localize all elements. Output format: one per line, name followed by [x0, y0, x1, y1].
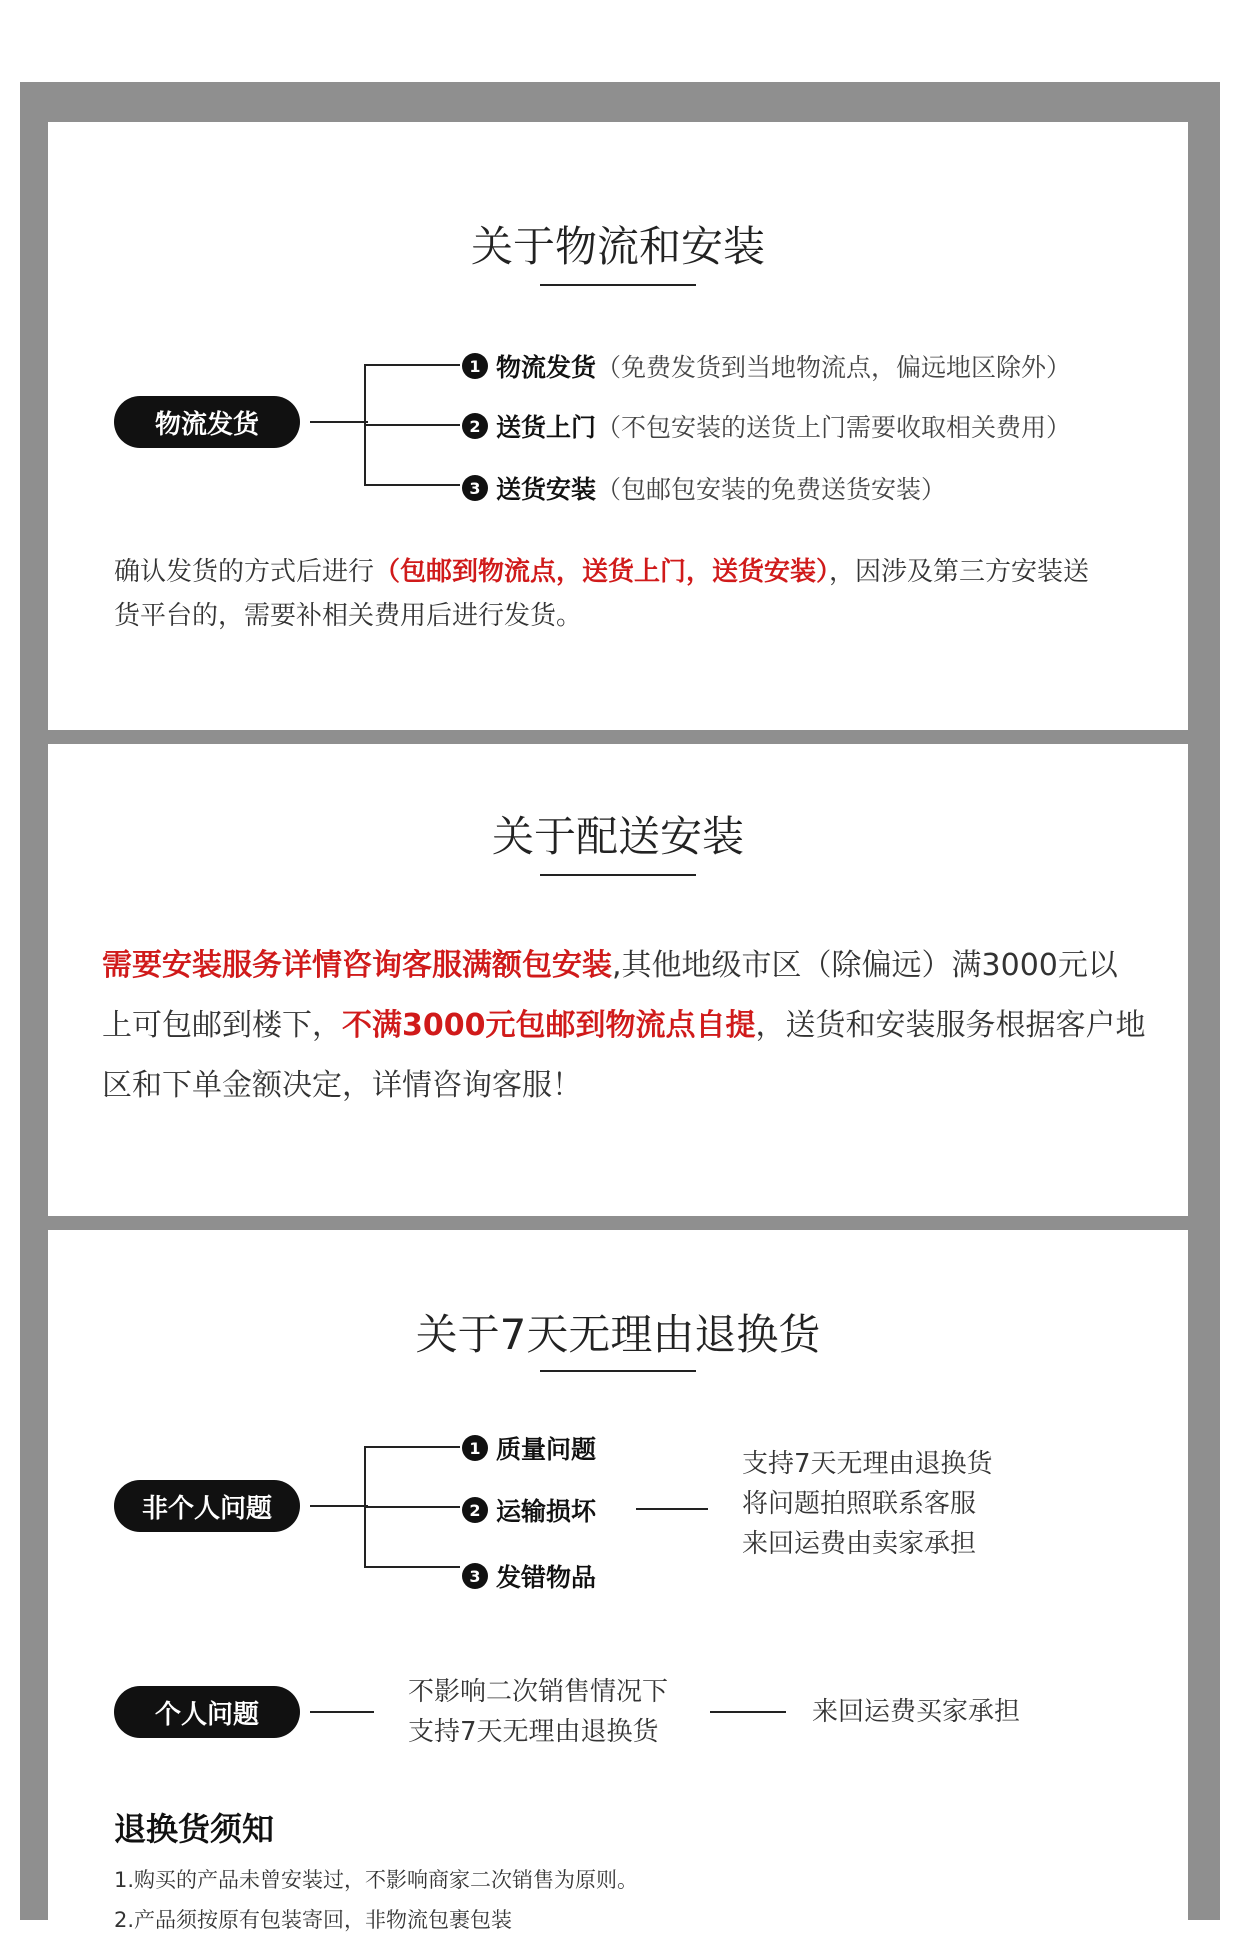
para-highlight-1: 需要安装服务详情咨询客服满额包安装 [102, 948, 612, 983]
connector-personal-2 [710, 1711, 786, 1713]
connector-to-policy [636, 1508, 708, 1510]
non-personal-policy [742, 1444, 993, 1564]
connector-branch-1 [364, 1446, 460, 1448]
number-badge: 1 [462, 353, 488, 379]
para-text-2: ，送货和安装服务根据客户地区和下单金额决定，详情咨询客服！ [102, 1008, 1146, 1103]
policy-line: 支持7天无理由退换货 [742, 1449, 993, 1479]
issue-label: 运输损坏 [496, 1497, 597, 1526]
panel-delivery-install [48, 744, 1188, 1216]
number-badge: 2 [462, 1497, 488, 1523]
condition-line: 支持7天无理由退换货 [408, 1717, 659, 1747]
panel-returns [48, 1230, 1188, 1932]
title-underline [540, 284, 696, 286]
issue-label: 发错物品 [496, 1563, 597, 1592]
policy-line: 来回运费由卖家承担 [742, 1529, 977, 1559]
number-badge: 1 [462, 1435, 488, 1461]
title-underline [540, 874, 696, 876]
issue-item [462, 1430, 596, 1466]
policy-line: 将问题拍照联系客服 [742, 1489, 977, 1519]
number-badge: 3 [462, 1563, 488, 1589]
connector-branch-2 [364, 1506, 460, 1508]
logistics-paragraph [114, 550, 1114, 638]
option-note: （不包安装的送货上门需要收取相关费用） [596, 413, 1072, 442]
connector-personal-1 [310, 1711, 374, 1713]
number-badge: 3 [462, 475, 488, 501]
para-text-start: 确认发货的方式后进行 [114, 557, 375, 587]
pill-logistics-delivery: 物流发货 [114, 396, 300, 448]
notice-rule: 2.产品须按原有包装寄回，非物流包裹包装 [114, 1908, 513, 1932]
connector-horizontal [310, 1505, 368, 1507]
option-label: 送货安装 [496, 475, 597, 504]
para-text-1: ,其他地级市区（除偏远）满3000元以上可包邮到楼下， [102, 948, 1118, 1043]
connector-branch-3 [364, 484, 460, 486]
connector-branch-3 [364, 1566, 460, 1568]
option-note: （免费发货到当地物流点，偏远地区除外） [596, 353, 1072, 382]
para-highlight-2: 不满3000元包邮到物流点自提 [342, 1008, 756, 1043]
delivery-paragraph [102, 936, 1146, 1116]
panel-logistics [48, 122, 1188, 730]
issue-item [462, 1492, 596, 1528]
option-label: 物流发货 [496, 353, 597, 382]
section-title-delivery: 关于配送安装 [491, 812, 744, 861]
title-underline [540, 1370, 696, 1372]
pill-personal: 个人问题 [114, 1686, 300, 1738]
number-badge: 2 [462, 413, 488, 439]
pill-non-personal: 非个人问题 [114, 1480, 300, 1532]
option-item [462, 408, 1071, 444]
personal-policy: 来回运费买家承担 [812, 1697, 1021, 1727]
connector-branch-1 [364, 364, 460, 366]
option-item [462, 348, 1071, 384]
return-notice-title: 退换货须知 [114, 1810, 275, 1848]
connector-branch-2 [364, 424, 460, 426]
para-highlight: （包邮到物流点，送货上门，送货安装） [374, 557, 830, 587]
connector-horizontal [310, 421, 368, 423]
personal-condition [408, 1672, 668, 1752]
option-item [462, 470, 946, 506]
issue-label: 质量问题 [496, 1435, 597, 1464]
section-title-logistics: 关于物流和安装 [470, 222, 765, 271]
notice-rule: 1.购买的产品未曾安装过，不影响商家二次销售为原则。 [114, 1868, 639, 1892]
para-text-end: ，因涉及第三方安装送货平台的，需要补相关费用后进行发货。 [114, 557, 1090, 631]
option-note: （包邮包安装的免费送货安装） [596, 475, 947, 504]
option-label: 送货上门 [496, 413, 597, 442]
section-title-returns: 关于7天无理由退换货 [415, 1310, 821, 1359]
condition-line: 不影响二次销售情况下 [408, 1677, 669, 1707]
issue-item [462, 1558, 596, 1594]
